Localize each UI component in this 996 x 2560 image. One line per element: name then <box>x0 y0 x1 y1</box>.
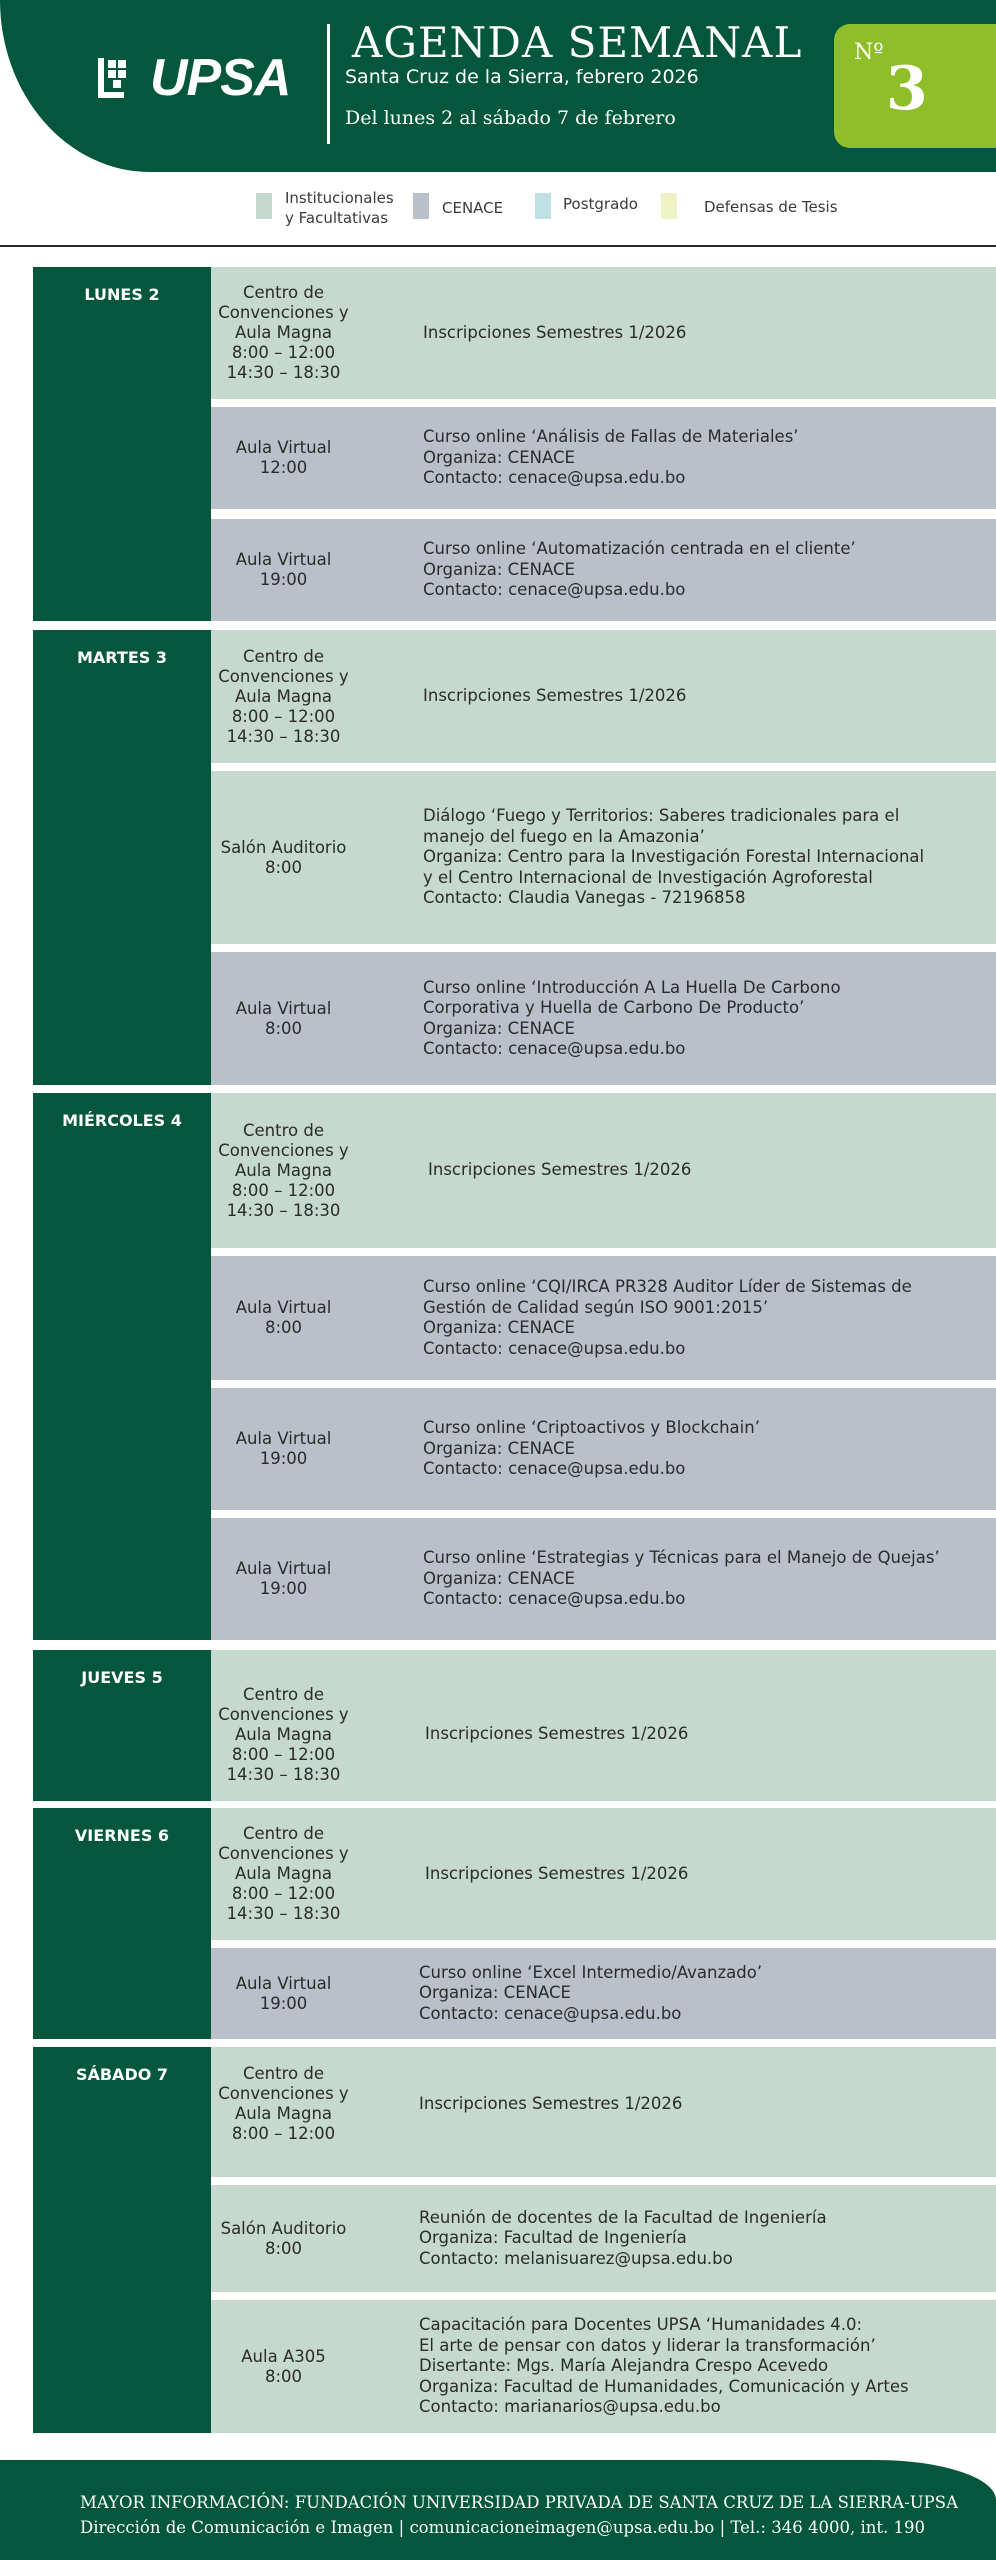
day-label: MARTES 3 <box>77 648 167 667</box>
event-place: Centro de Convenciones y Aula Magna 8:00 – 12:00 14:30 – 18:30 <box>218 1120 349 1220</box>
event-description: Inscripciones Semestres 1/2026 <box>428 1160 692 1180</box>
page-title: AGENDA SEMANAL <box>352 18 803 67</box>
day-label: LUNES 2 <box>84 285 160 304</box>
event-place: Salón Auditorio 8:00 <box>220 837 347 877</box>
footer-contact: Dirección de Comunicación e Imagen | comunicacionеimagen@upsa.edu.bo | Tel.: 346 4000, int. 190 <box>80 2518 925 2537</box>
event-row <box>211 1808 996 1940</box>
day-column <box>33 630 211 1085</box>
event-description: Curso online ‘Análisis de Fallas de Materiales’ Organiza: CENACE Contacto: cenace@upsa.edu.bo <box>423 427 799 488</box>
event-row <box>211 1256 996 1380</box>
day-label: JUEVES 5 <box>81 1668 163 1687</box>
day-label: MIÉRCOLES 4 <box>62 1111 182 1130</box>
event-row <box>211 2047 996 2177</box>
event-row <box>211 771 996 944</box>
event-description: Curso online ‘CQI/IRCA PR328 Auditor Líder de Sistemas de Gestión de Calidad según ISO 9001:2015’ Organiza: CENACE Contacto: cenace@upsa.edu.bo <box>423 1277 912 1358</box>
footer-info: MAYOR INFORMACIÓN: FUNDACIÓN UNIVERSIDAD PRIVADA DE SANTA CRUZ DE LA SIERRA-UPSA <box>80 2493 959 2512</box>
event-row <box>211 2185 996 2292</box>
day-column <box>33 2047 211 2433</box>
day-lunes <box>33 267 996 621</box>
day-column <box>33 1650 211 1801</box>
event-place: Centro de Convenciones y Aula Magna 8:00 – 12:00 14:30 – 18:30 <box>218 1684 349 1784</box>
event-row <box>211 407 996 509</box>
event-description: Curso online ‘Automatización centrada en el cliente’ Organiza: CENACE Contacto: cenace@upsa.edu.bo <box>423 539 856 600</box>
legend-label-postgrado: Postgrado <box>563 195 638 213</box>
day-martes <box>33 630 996 1085</box>
logo-text: UPSA <box>150 49 291 107</box>
event-description: Diálogo ‘Fuego y Territorios: Saberes tradicionales para el manejo del fuego en la Amazonia’ Organiza: Centro para la Investigación Forestal Internacional y el Centro Internacional de Investigación Agroforestal Contacto: Claudia Vanegas - 72196858 <box>423 806 925 908</box>
event-description: Inscripciones Semestres 1/2026 <box>425 1863 689 1883</box>
day-jueves <box>33 1650 996 1801</box>
event-place: Centro de Convenciones y Aula Magna 8:00 – 12:00 14:30 – 18:30 <box>218 1824 349 1923</box>
event-row <box>211 519 996 621</box>
event-place: Aula Virtual 19:00 <box>235 1559 332 1598</box>
legend-label-defensas: Defensas de Tesis <box>704 198 838 216</box>
event-row <box>211 630 996 763</box>
event-place: Salón Auditorio 8:00 <box>220 2218 347 2258</box>
event-place: Aula Virtual 19:00 <box>235 550 332 589</box>
event-description: Curso online ‘Estrategias y Técnicas para el Manejo de Quejas’ Organiza: CENACE Contacto: cenace@upsa.edu.bo <box>423 1548 940 1609</box>
legend <box>0 176 996 242</box>
event-description: Inscripciones Semestres 1/2026 <box>425 1724 689 1744</box>
day-sabado <box>33 2047 996 2433</box>
event-place: Aula Virtual 8:00 <box>235 998 332 1038</box>
day-column <box>33 1808 211 2039</box>
event-place: Centro de Convenciones y Aula Magna 8:00 – 12:00 <box>218 2064 349 2143</box>
day-column <box>33 1093 211 1640</box>
event-description: Curso online ‘Criptoactivos y Blockchain’ Organiza: CENACE Contacto: cenace@upsa.edu.bo <box>423 1418 760 1479</box>
day-label: VIERNES 6 <box>74 1826 170 1845</box>
event-row <box>211 267 996 399</box>
event-row <box>211 1518 996 1640</box>
event-description: Inscripciones Semestres 1/2026 <box>423 322 687 342</box>
legend-label-cenace: CENACE <box>442 199 504 217</box>
event-description: Capacitación para Docentes UPSA ‘Humanidades 4.0: El arte de pensar con datos y liderar la transformación’ Disertante: Mgs. María Alejandra Crespo Acevedo Organiza: Facultad de Humanidades, Comunicación y Artes Contacto: marianarios@upsa.edu.bo <box>419 2315 909 2417</box>
event-description: Inscripciones Semestres 1/2026 <box>419 2093 683 2113</box>
event-place: Aula Virtual 12:00 <box>235 438 332 477</box>
event-row <box>211 1388 996 1510</box>
event-row <box>211 2300 996 2433</box>
header <box>0 0 996 172</box>
event-row <box>211 1093 996 1248</box>
event-place: Aula Virtual 19:00 <box>235 1429 332 1468</box>
legend-label-institucionales: Institucionales y Facultativas <box>285 189 394 227</box>
footer <box>0 2460 996 2560</box>
legend-divider <box>0 245 996 247</box>
event-row <box>211 952 996 1085</box>
day-label: SÁBADO 7 <box>75 2065 169 2084</box>
event-description: Reunión de docentes de la Facultad de Ingeniería Organiza: Facultad de Ingeniería Contacto: melanisuarez@upsa.edu.bo <box>419 2207 827 2268</box>
day-miercoles <box>33 1093 996 1640</box>
event-place: Aula Virtual 8:00 <box>235 1298 332 1337</box>
event-place: Centro de Convenciones y Aula Magna 8:00 – 12:00 14:30 – 18:30 <box>218 283 349 382</box>
issue-number: 3 <box>886 54 928 124</box>
legend-swatch-institucionales <box>256 193 272 219</box>
date-range: Del lunes 2 al sábado 7 de febrero <box>345 107 676 129</box>
event-description: Curso online ‘Excel Intermedio/Avanzado’ Organiza: CENACE Contacto: cenace@upsa.edu.bo <box>419 1962 763 2023</box>
issue-badge <box>834 24 996 148</box>
event-place: Centro de Convenciones y Aula Magna 8:00 – 12:00 14:30 – 18:30 <box>218 646 349 746</box>
upsa-logo <box>96 48 296 108</box>
issue-label: Nº <box>854 40 884 65</box>
day-viernes <box>33 1808 996 2039</box>
day-column <box>33 267 211 621</box>
legend-swatch-postgrado <box>535 193 551 219</box>
event-row <box>211 1948 996 2039</box>
upsa-emblem-icon <box>96 54 144 102</box>
page-subtitle: Santa Cruz de la Sierra, febrero 2026 <box>345 66 699 88</box>
legend-swatch-defensas <box>661 193 677 219</box>
header-divider <box>327 24 330 144</box>
event-description: Inscripciones Semestres 1/2026 <box>423 686 687 706</box>
event-description: Curso online ‘Introducción A La Huella De Carbono Corporativa y Huella de Carbono De Producto’ Organiza: CENACE Contacto: cenace@upsa.edu.bo <box>423 977 841 1058</box>
event-row <box>211 1650 996 1801</box>
event-place: Aula Virtual 19:00 <box>235 1973 332 2013</box>
legend-swatch-cenace <box>413 193 429 219</box>
event-place: Aula A305 8:00 <box>241 2346 326 2386</box>
